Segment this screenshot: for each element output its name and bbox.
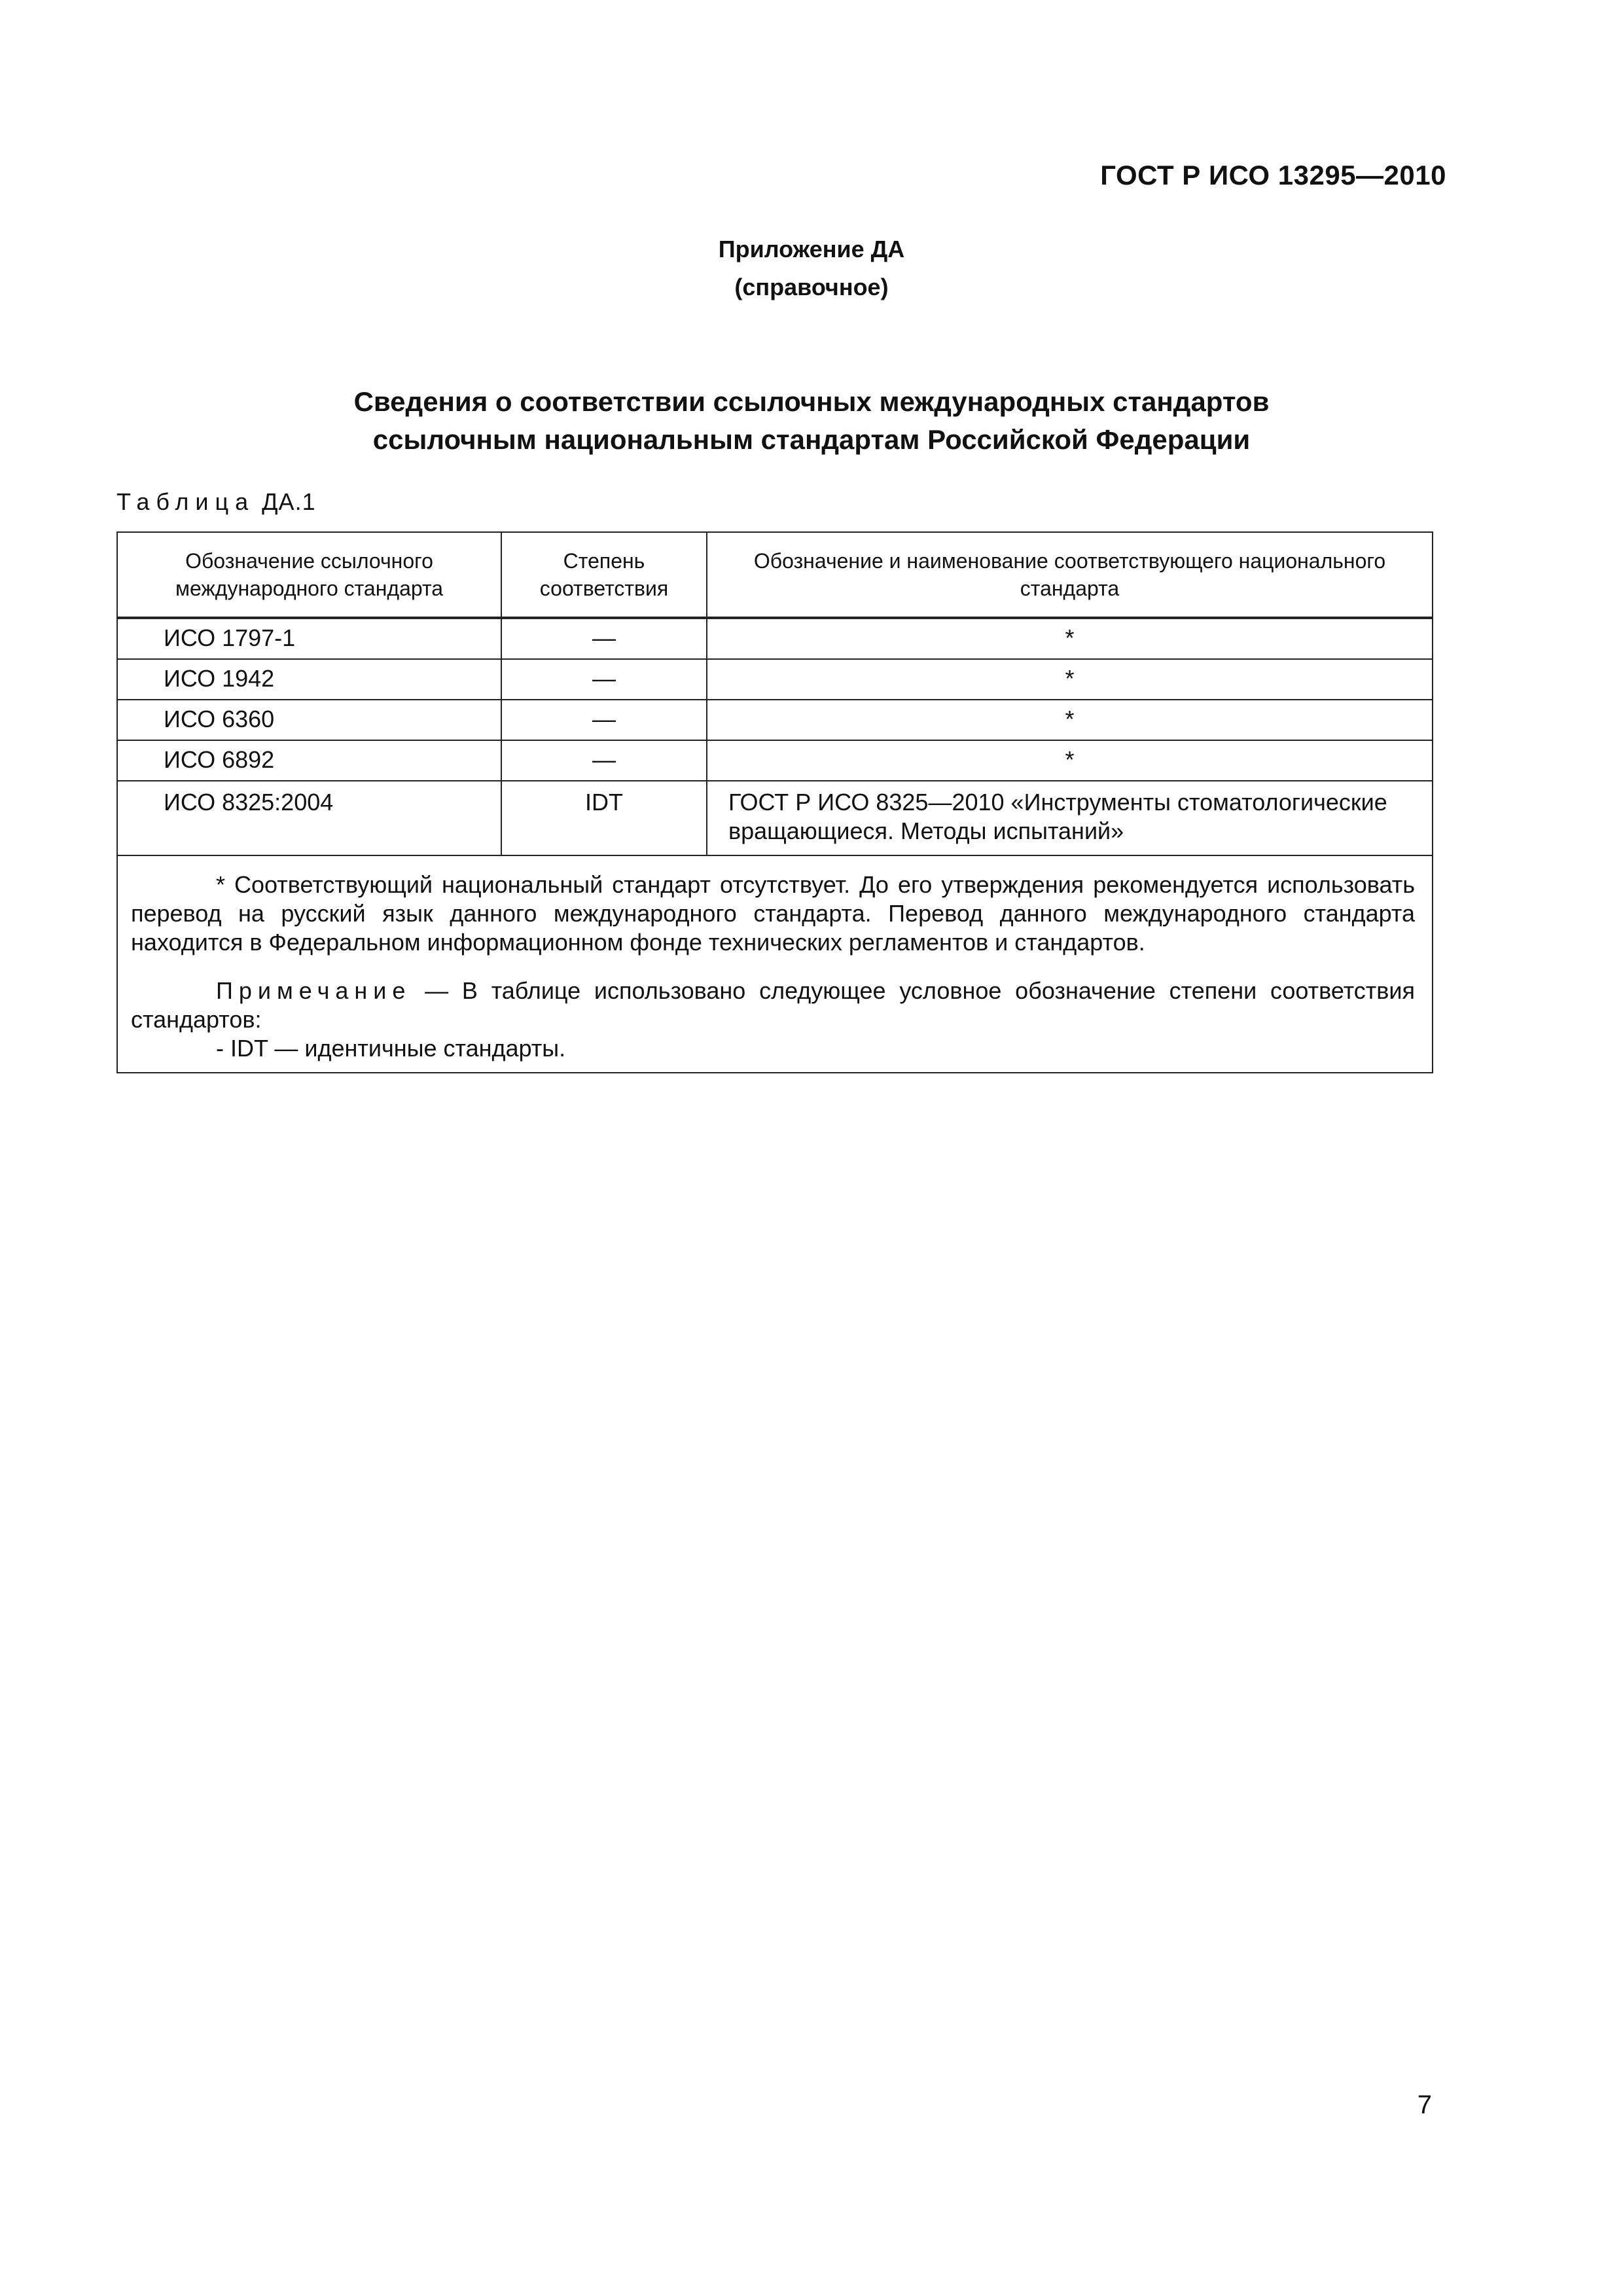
- section-title: [0, 383, 1623, 459]
- table-caption: [116, 488, 316, 516]
- section-title-line-2: ссылочным национальным стандартам Российской Федерации: [372, 424, 1251, 455]
- cell-national: *: [707, 740, 1433, 781]
- page-number: 7: [1417, 2090, 1432, 2119]
- table-header-row: [117, 532, 1433, 618]
- table-caption-number: ДА.1: [262, 488, 316, 515]
- document-code: ГОСТ Р ИСО 13295—2010: [1100, 160, 1446, 190]
- table-row: [117, 740, 1433, 781]
- table-row: [117, 659, 1433, 700]
- note-item: - IDT — идентичные стандарты.: [216, 1035, 566, 1062]
- header-national-standard: Обозначение и наименование соответствующего национального стандарта: [707, 532, 1433, 618]
- cell-standard: ИСО 6892: [117, 740, 501, 781]
- table-note: [131, 977, 1415, 1034]
- cell-national: *: [707, 618, 1433, 659]
- cell-standard: ИСО 1797-1: [117, 618, 501, 659]
- cell-standard: ИСО 6360: [117, 700, 501, 740]
- cell-degree: —: [501, 659, 707, 700]
- header-degree-of-conformity: Степень соответствия: [501, 532, 707, 618]
- cell-degree: —: [501, 700, 707, 740]
- cell-degree: —: [501, 740, 707, 781]
- note-text: — В таблице использовано следующее условное обозначение степени соответствия стандартов:: [131, 977, 1415, 1033]
- table-row: [117, 700, 1433, 740]
- cell-national: *: [707, 659, 1433, 700]
- note-label: Примечание: [216, 977, 412, 1004]
- cell-national: ГОСТ Р ИСО 8325—2010 «Инструменты стоматологические вращающиеся. Методы испытаний»: [707, 781, 1433, 855]
- annex-title: Приложение ДА: [718, 236, 905, 262]
- annex-status: (справочное): [734, 274, 889, 300]
- cell-standard: ИСО 8325:2004: [117, 781, 501, 855]
- table-row: [117, 781, 1433, 855]
- table-caption-label: Таблица: [116, 488, 255, 515]
- table-footer-row: [117, 855, 1433, 1073]
- table-footnote: * Соответствующий национальный стандарт отсутствует. До его утверждения рекомендуется использовать перевод на русский язык данного международного стандарта. Перевод данного международного стандарта находится в Федеральном информационном фонде технических регламентов и стандартов.: [131, 871, 1415, 956]
- standards-table: [116, 531, 1433, 1073]
- cell-degree: IDT: [501, 781, 707, 855]
- table-row: [117, 618, 1433, 659]
- cell-degree: —: [501, 618, 707, 659]
- annex-heading: [0, 230, 1623, 306]
- table-footer: [117, 855, 1433, 1073]
- header-international-standard: Обозначение ссылочного международного стандарта: [117, 532, 501, 618]
- cell-standard: ИСО 1942: [117, 659, 501, 700]
- section-title-line-1: Сведения о соответствии ссылочных международных стандартов: [353, 386, 1270, 417]
- cell-national: *: [707, 700, 1433, 740]
